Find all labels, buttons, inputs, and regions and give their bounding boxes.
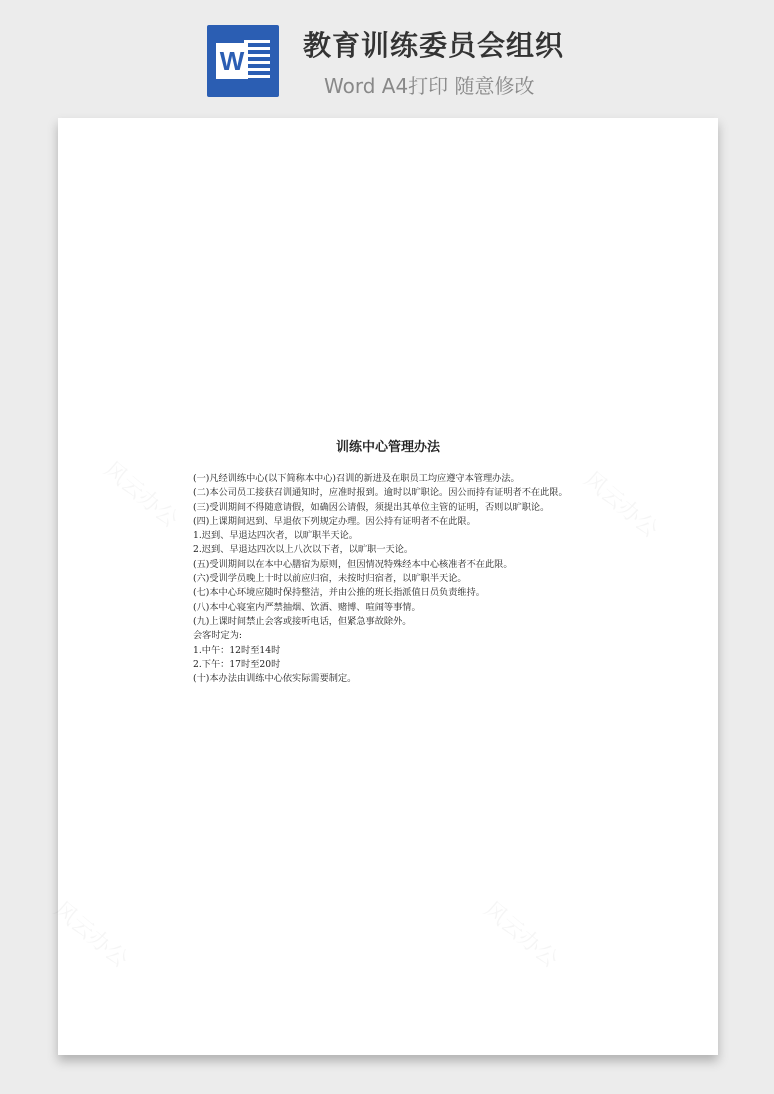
watermark: [478, 893, 565, 973]
watermark: [48, 893, 135, 973]
document-paragraph: (十)本办法由训练中心依实际需要制定。: [193, 673, 357, 685]
document-paragraph: (九)上课时间禁止会客或接听电话，但紧急事故除外。: [193, 615, 412, 627]
word-document-icon: [207, 25, 279, 97]
document-paragraph: 会客时定为:: [193, 630, 243, 642]
document-paragraph: (二)本公司员工接获召训通知时，应准时报到。逾时以旷职论。因公而持有证明者不在此限。: [193, 487, 568, 499]
document-title: 训练中心管理办法: [335, 440, 440, 455]
document-paragraph: (六)受训学员晚上十时以前应归宿，未按时归宿者，以旷职半天论。: [193, 573, 467, 585]
document-paragraph: 2.下午：17时至20时: [193, 658, 281, 670]
header: [0, 0, 774, 118]
document-body: [172, 472, 604, 686]
document-paragraph: (三)受训期间不得随意请假，如确因公请假，须提出其单位主管的证明，否则以旷职论。: [193, 501, 550, 513]
word-letter: W: [216, 43, 248, 79]
document-paragraph: (一)凡经训练中心(以下简称本中心)召训的新进及在职员工均应遵守本管理办法。: [193, 473, 520, 484]
page-subtitle: Word A4打印 随意修改: [324, 74, 535, 98]
page-title: 教育训练委员会组织: [303, 29, 565, 62]
document-paragraph: (八)本中心寝室内严禁抽烟、饮酒、赌博、喧闹等事情。: [193, 601, 421, 613]
document-page: [58, 118, 718, 1055]
document-paragraph: (七)本中心环境应随时保持整洁，并由公推的班长指派值日员负责维持。: [193, 587, 485, 599]
document-paragraph: 1.迟到、早退达四次者，以旷职半天论。: [193, 530, 358, 542]
document-paragraph: (四)上课期间迟到、早退依下列规定办理。因公持有证明者不在此限。: [193, 515, 476, 527]
document-paragraph: 2.迟到、早退达四次以上八次以下者，以旷职一天论。: [193, 544, 414, 556]
document-paragraph: 1.中午：12时至14时: [193, 644, 281, 656]
document-paragraph: (五)受训期间以在本中心膳宿为原则，但因情况特殊经本中心核准者不在此限。: [193, 558, 513, 570]
